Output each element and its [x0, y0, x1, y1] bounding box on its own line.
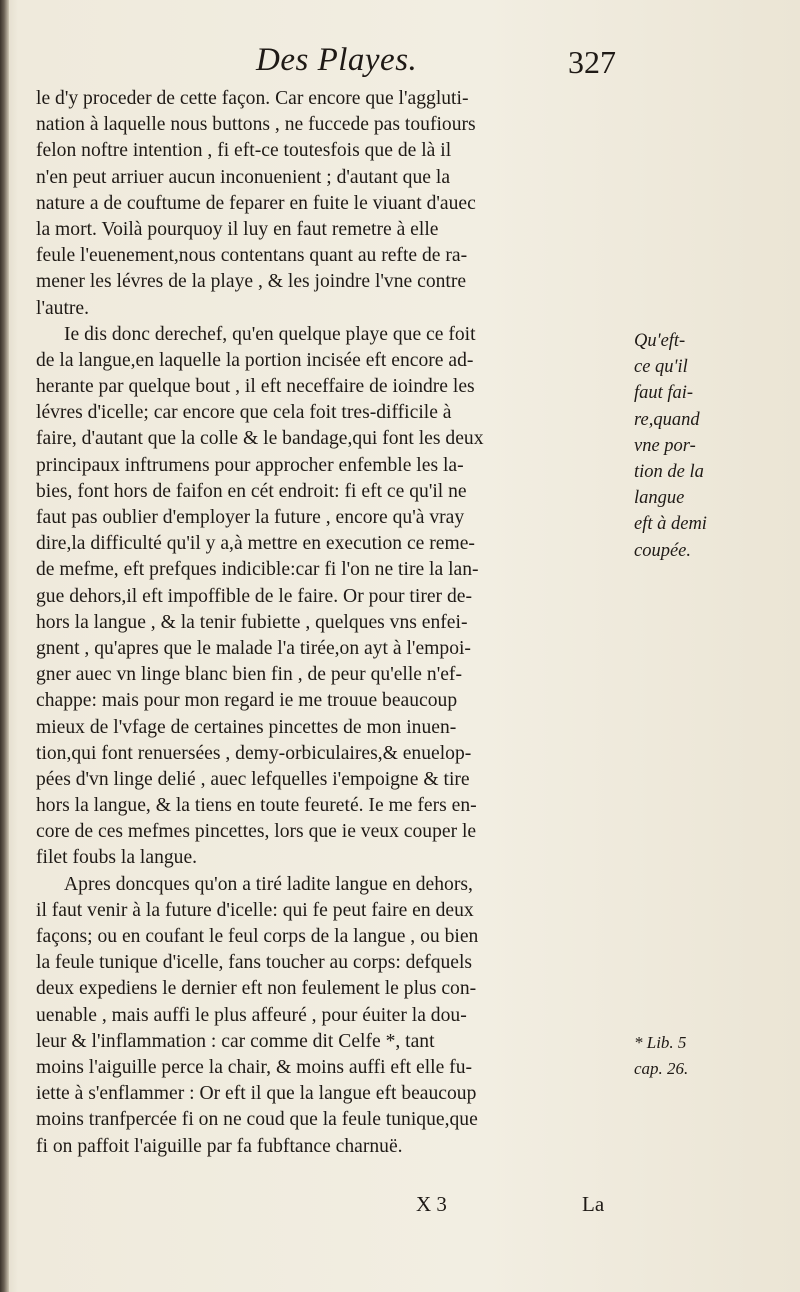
text-line: lévres d'icelle; car encore que cela foit tres-difficile à [36, 402, 452, 424]
text-line: tion,qui font renuersées , demy-orbiculaires,& enuelop- [36, 742, 472, 764]
page-spine-shadow [0, 0, 9, 1292]
signature-mark: X 3 [416, 1192, 447, 1216]
text-line: filet foubs la langue. [36, 847, 198, 869]
page-footer [60, 1190, 620, 1224]
margin-note-reference [634, 1028, 784, 1080]
text-line: la feule tunique d'icelle, fans toucher au corps: defquels [36, 952, 473, 974]
text-line: fi on paffoit l'aiguille par fa fubftance charnuë. [36, 1135, 403, 1157]
text-line: core de ces mefmes pincettes, lors que ie veux couper le [36, 821, 477, 843]
text-line: deux expediens le dernier eft non feulement le plus con- [36, 978, 477, 1000]
margin-note-line: tion de la [634, 461, 704, 482]
text-line: uenable , mais auffi le plus affeuré , pour éuiter la dou- [36, 1004, 467, 1026]
text-line: nation à laquelle nous buttons , ne fuccede pas toufiours [36, 114, 476, 136]
margin-note-line: langue [634, 488, 685, 509]
page-number: 327 [568, 44, 616, 80]
text-line: l'autre. [36, 297, 90, 319]
margin-note-line: re,quand [634, 409, 700, 430]
margin-note-line: Qu'eft- [634, 331, 686, 351]
running-title: Des Playes. [256, 42, 418, 78]
margin-note-line: ce qu'il [634, 357, 688, 378]
margin-note-line: coupée. [634, 540, 692, 561]
text-line: nature a de couftume de feparer en fuite le viuant d'auec [36, 192, 476, 214]
text-line: de mefme, eft prefques indicible:car fi l'on ne tire la lan- [36, 559, 479, 581]
text-line: dire,la difficulté qu'il y a,à mettre en execution ce reme- [36, 533, 475, 555]
text-line: gner auec vn linge blanc bien fin , de peur qu'elle n'ef- [36, 664, 462, 686]
margin-note-line: faut fai- [634, 383, 694, 404]
text-line: iette à s'enflammer : Or eft il que la langue eft beaucoup [36, 1083, 477, 1105]
text-line: felon noftre intention , fi eft-ce toutesfois que de là il [36, 140, 452, 162]
text-line: mener les lévres de la playe , & les joindre l'vne contre [36, 271, 467, 293]
text-line: gnent , qu'apres que le malade l'a tirée,on ayt à l'empoi- [36, 637, 471, 659]
text-line: mieux de l'vfage de certaines pincettes de mon inuen- [36, 716, 457, 738]
catchword: La [582, 1192, 605, 1216]
text-line: n'en peut arriuer aucun inconuenient ; d'autant que la [36, 166, 451, 188]
text-line: Ie dis donc derechef, qu'en quelque playe que ce foit [64, 323, 476, 345]
text-line: chappe: mais pour mon regard ie me trouue beaucoup [36, 690, 458, 712]
text-line: gue dehors,il eft impoffible de le faire. Or pour tirer de- [36, 585, 472, 607]
page-header [60, 40, 640, 88]
text-line: le d'y proceder de cette façon. Car encore que l'aggluti- [36, 88, 469, 109]
main-text [36, 86, 626, 1160]
text-line: leur & l'inflammation : car comme dit Celfe *, tant [36, 1030, 435, 1052]
margin-note-line: * Lib. 5 [634, 1033, 687, 1052]
text-line: faut pas oublier d'employer la future , encore qu'à vray [36, 507, 465, 528]
text-line: herante par quelque bout , il eft neceffaire de ioindre les [36, 376, 475, 398]
text-line: la mort. Voilà pourquoy il luy en faut remetre à elle [36, 218, 439, 240]
text-line: principaux inftrumens pour approcher enfemble les la- [36, 454, 464, 476]
text-line: hors la langue, & la tiens en toute feureté. Ie me fers en- [36, 795, 477, 817]
margin-note-line: cap. 26. [634, 1059, 689, 1079]
text-line: Apres doncques qu'on a tiré ladite langue en dehors, [64, 873, 473, 895]
text-line: faire, d'autant que la colle & le bandage,qui font les deux [36, 428, 484, 450]
text-line: de la langue,en laquelle la portion incisée eft encore ad- [36, 349, 474, 371]
margin-note-question [634, 328, 784, 564]
text-line: moins tranfpercée fi on ne coud que la feule tunique,que [36, 1109, 478, 1131]
text-line: pées d'vn linge delié , auec lefquelles i'empoigne & tire [36, 768, 470, 790]
text-line: hors la langue , & la tenir fubiette , quelques vns enfei- [36, 611, 468, 633]
text-line: moins l'aiguille perce la chair, & moins auffi eft elle fu- [36, 1056, 473, 1078]
text-line: façons; ou en coufant le feul corps de la langue , ou bien [36, 926, 479, 947]
margin-note-line: eft à demi [634, 514, 707, 535]
text-line: il faut venir à la future d'icelle: qui fe peut faire en deux [36, 899, 474, 921]
margin-note-line: vne por- [634, 435, 696, 456]
text-line: feule l'euenement,nous contentans quant au refte de ra- [36, 245, 468, 267]
text-line: bies, font hors de faifon en cét endroit: fi eft ce qu'il ne [36, 480, 467, 502]
